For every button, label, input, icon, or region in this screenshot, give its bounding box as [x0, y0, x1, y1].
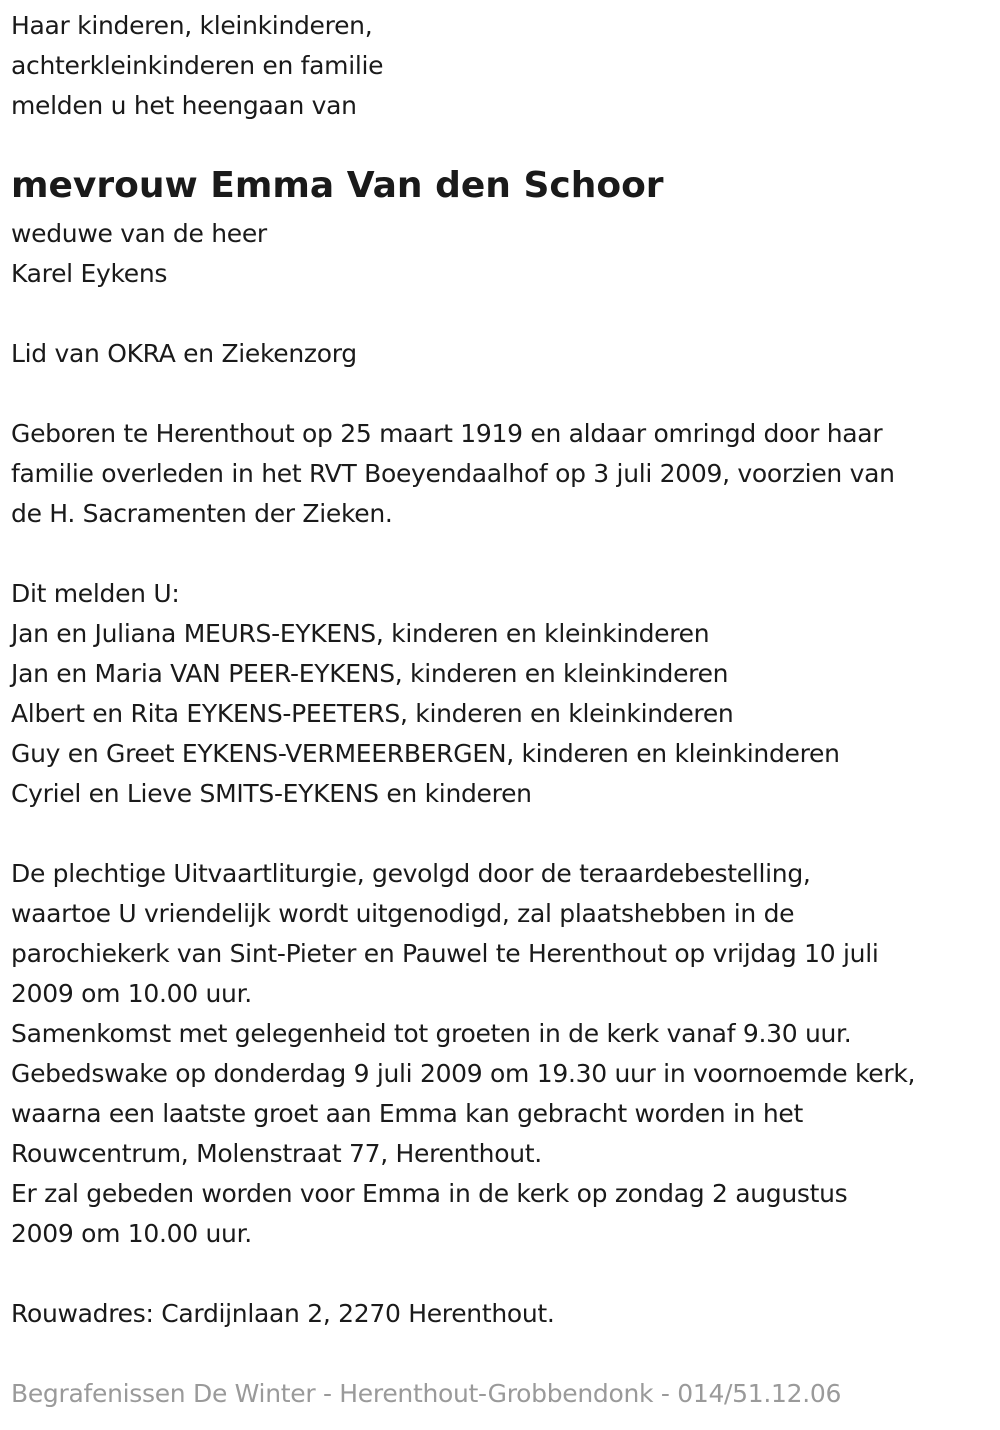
- deceased-name: mevrouw Emma Van den Schoor: [11, 165, 664, 206]
- birth-death-line-1: Geboren te Herenthout op 25 maart 1919 en aldaar omringd door haar: [11, 419, 883, 448]
- ceremony-line-1: De plechtige Uitvaartliturgie, gevolgd door de teraardebestelling,: [11, 859, 811, 888]
- family-member: Jan en Maria VAN PEER-EYKENS, kinderen en kleinkinderen: [11, 659, 729, 688]
- ceremony-line-9: Er zal gebeden worden voor Emma in de kerk op zondag 2 augustus: [11, 1179, 848, 1208]
- intro-line-3: melden u het heengaan van: [11, 91, 357, 120]
- ceremony-line-5: Samenkomst met gelegenheid tot groeten in de kerk vanaf 9.30 uur.: [11, 1019, 852, 1048]
- family-member: Guy en Greet EYKENS-VERMEERBERGEN, kinderen en kleinkinderen: [11, 739, 840, 768]
- family-member: Cyriel en Lieve SMITS-EYKENS en kinderen: [11, 779, 532, 808]
- funeral-home-footer: Begrafenissen De Winter - Herenthout-Grobbendonk - 014/51.12.06: [11, 1379, 842, 1408]
- family-member: Albert en Rita EYKENS-PEETERS, kinderen en kleinkinderen: [11, 699, 734, 728]
- ceremony-line-6: Gebedswake op donderdag 9 juli 2009 om 19.30 uur in voornoemde kerk,: [11, 1059, 916, 1088]
- spouse-line-1: weduwe van de heer: [11, 219, 267, 248]
- membership-line: Lid van OKRA en Ziekenzorg: [11, 339, 357, 368]
- birth-death-line-3: de H. Sacramenten der Zieken.: [11, 499, 393, 528]
- intro-line-2: achterkleinkinderen en familie: [11, 51, 384, 80]
- intro-line-1: Haar kinderen, kleinkinderen,: [11, 11, 373, 40]
- ceremony-line-3: parochiekerk van Sint-Pieter en Pauwel te Herenthout op vrijdag 10 juli: [11, 939, 879, 968]
- birth-death-line-2: familie overleden in het RVT Boeyendaalhof op 3 juli 2009, voorzien van: [11, 459, 895, 488]
- ceremony-line-8: Rouwcentrum, Molenstraat 77, Herenthout.: [11, 1139, 542, 1168]
- family-member: Jan en Juliana MEURS-EYKENS, kinderen en kleinkinderen: [11, 619, 710, 648]
- ceremony-line-2: waartoe U vriendelijk wordt uitgenodigd, zal plaatshebben in de: [11, 899, 795, 928]
- mourning-address: Rouwadres: Cardijnlaan 2, 2270 Herenthout.: [11, 1299, 555, 1328]
- spouse-line-2: Karel Eykens: [11, 259, 168, 288]
- ceremony-line-4: 2009 om 10.00 uur.: [11, 979, 252, 1008]
- family-heading: Dit melden U:: [11, 579, 180, 608]
- ceremony-line-10: 2009 om 10.00 uur.: [11, 1219, 252, 1248]
- ceremony-line-7: waarna een laatste groet aan Emma kan gebracht worden in het: [11, 1099, 803, 1128]
